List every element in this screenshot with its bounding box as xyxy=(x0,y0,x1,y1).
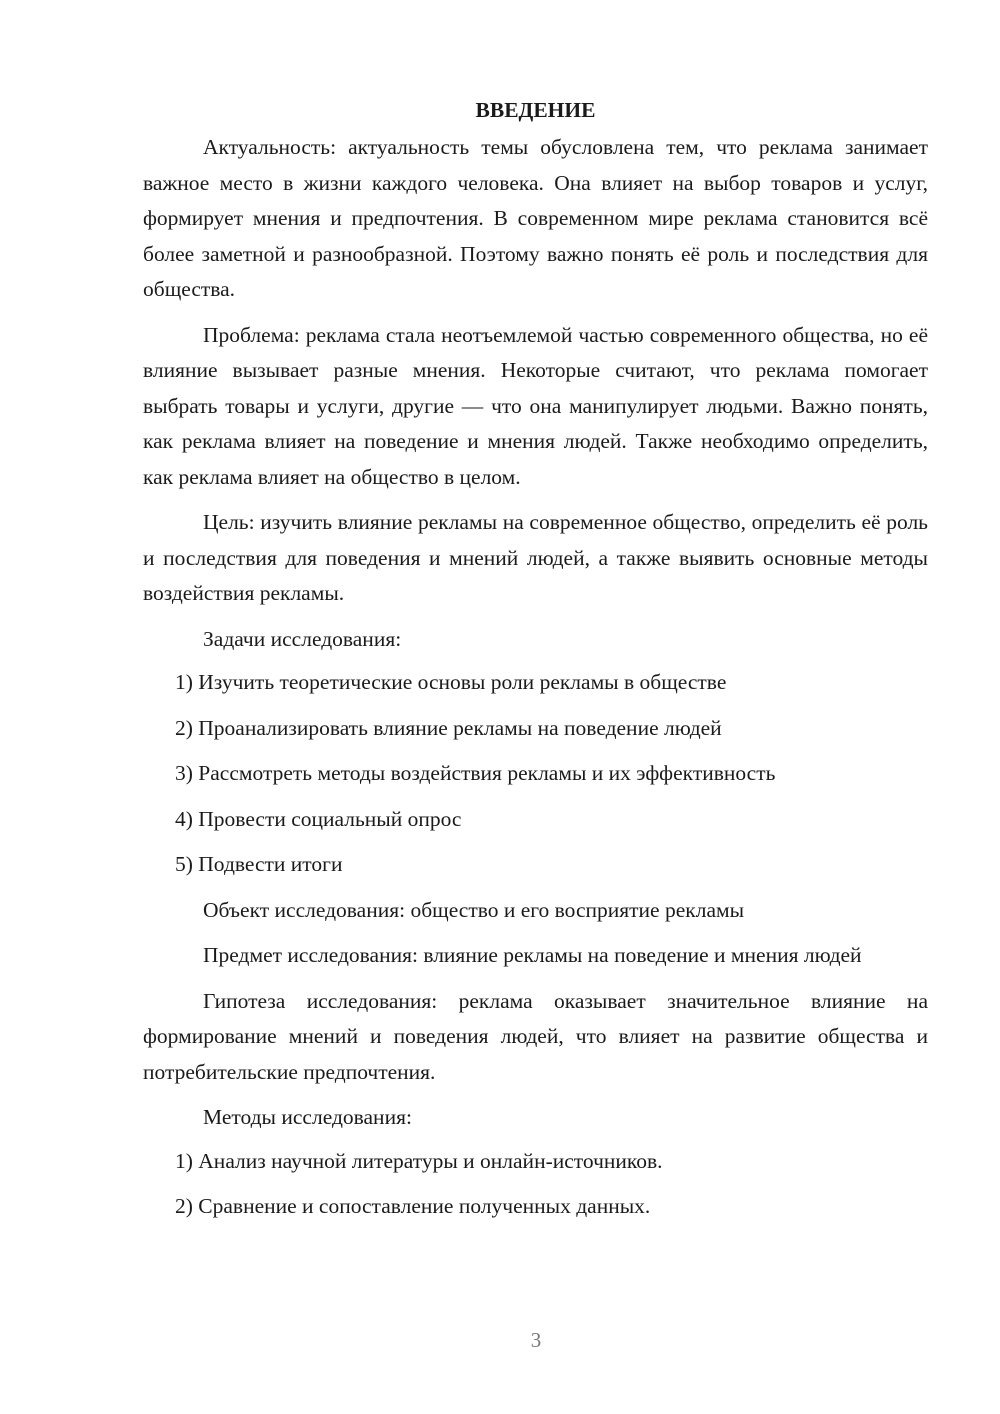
document-page xyxy=(143,92,928,1235)
task-item: 1) Изучить теоретические основы роли рекламы в обществе xyxy=(175,670,727,694)
methods-heading: Методы исследования: xyxy=(203,1105,412,1129)
method-item: 2) Сравнение и сопоставление полученных данных. xyxy=(175,1194,651,1218)
paragraph-goal: Цель: изучить влияние рекламы на современное общество, определить её роль и последствия для поведения и мнений людей, а также выявить основные методы воздействия рекламы. xyxy=(143,510,928,605)
tasks-list xyxy=(143,665,928,883)
paragraph-subject: Предмет исследования: влияние рекламы на поведение и мнения людей xyxy=(203,943,862,967)
method-item: 1) Анализ научной литературы и онлайн-источников. xyxy=(175,1148,663,1173)
paragraph-object: Объект исследования: общество и его восприятие рекламы xyxy=(203,897,745,922)
methods-list xyxy=(143,1144,928,1225)
task-item: 3) Рассмотреть методы воздействия рекламы и их эффективность xyxy=(175,761,776,785)
task-item: 4) Провести социальный опрос xyxy=(175,806,462,831)
tasks-heading: Задачи исследования: xyxy=(203,626,402,651)
task-item: 2) Проанализировать влияние рекламы на поведение людей xyxy=(175,715,722,740)
paragraph-hypothesis: Гипотеза исследования: реклама оказывает значительное влияние на формирование мнений и поведения людей, что влияет на развитие общества и потребительские предпочтения. xyxy=(143,988,928,1084)
paragraph-relevance: Актуальность: актуальность темы обусловлена тем, что реклама занимает важное место в жизни каждого человека. Она влияет на выбор товаров и услуг, формирует мнения и предпочтения. В современном мире реклама становится всё более заметной и разнообразной. Поэтому важно понять её роль и последствия для общества. xyxy=(143,135,928,301)
page-number: 3 xyxy=(530,1328,542,1352)
task-item: 5) Подвести итоги xyxy=(175,852,343,876)
section-title: ВВЕДЕНИЕ xyxy=(475,98,596,122)
paragraph-problem: Проблема: реклама стала неотъемлемой частью современного общества, но её влияние вызывает разные мнения. Некоторые считают, что реклама помогает выбрать товары и услуги, другие — что она манипулирует людьми. Важно понять, как реклама влияет на поведение и мнения людей. Также необходимо определить, как реклама влияет на общество в целом. xyxy=(143,322,928,489)
